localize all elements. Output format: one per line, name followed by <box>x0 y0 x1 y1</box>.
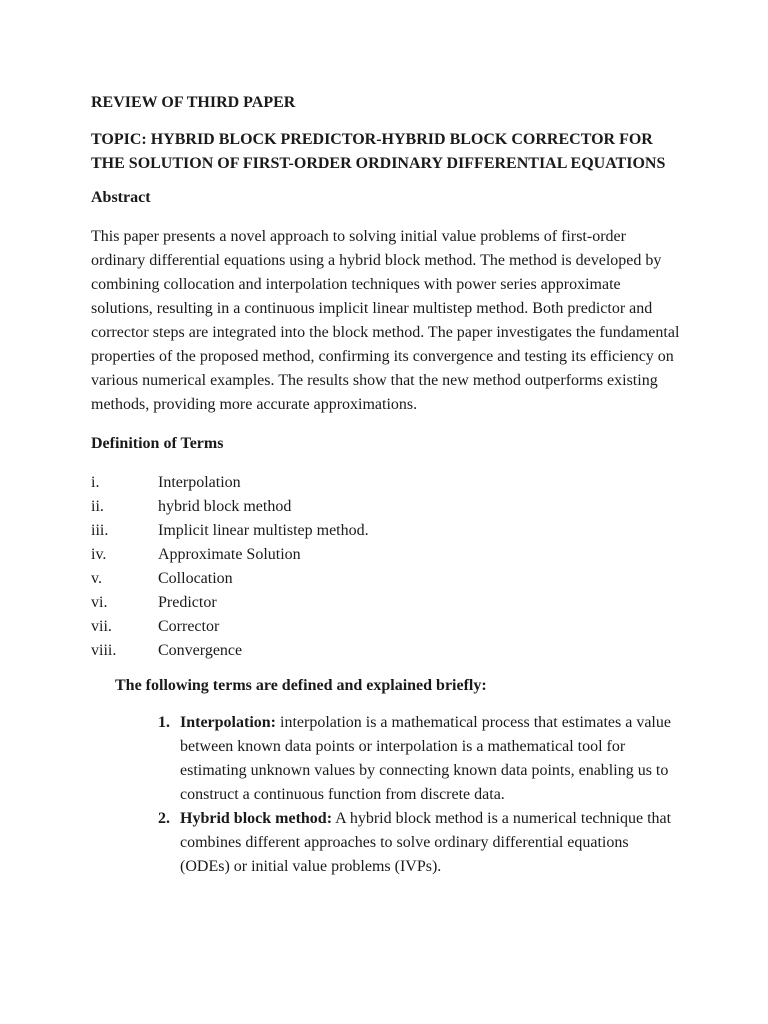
list-numeral: v. <box>91 570 102 587</box>
abstract-heading: Abstract <box>91 189 151 206</box>
term-label: Convergence <box>158 642 243 659</box>
definition-number: 1. <box>158 714 170 731</box>
definition-item <box>158 807 678 879</box>
list-numeral: iv. <box>91 546 107 563</box>
term-label: hybrid block method <box>158 498 292 515</box>
term-label: Corrector <box>158 618 220 635</box>
terms-list-item <box>91 591 691 615</box>
definition-text <box>180 711 678 807</box>
definition-body: interpolation is a mathematical process that estimates a value between known data points or interpolation is a mathematical tool for estimating unknown values by connecting known data points, enabling us to construct a continuous function from discrete data. <box>180 714 671 803</box>
abstract-body: This paper presents a novel approach to solving initial value problems of first-order ordinary differential equations using a hybrid block method. The method is developed by combining collocation and interpolation techniques with power series approximate solutions, resulting in a continuous implicit linear multistep method. Both predictor and corrector steps are integrated into the block method. The paper investigates the fundamental properties of the proposed method, confirming its convergence and testing its efficiency on various numerical examples. The results show that the new method outperforms existing methods, providing more accurate approximations. <box>91 228 680 413</box>
terms-list-item <box>91 519 691 543</box>
review-title: REVIEW OF THIRD PAPER <box>91 94 296 111</box>
list-numeral: vii. <box>91 618 112 635</box>
list-numeral: vi. <box>91 594 108 611</box>
definition-number: 2. <box>158 810 170 827</box>
definition-item <box>158 711 678 807</box>
term-label: Approximate Solution <box>158 546 301 563</box>
terms-list-item <box>91 567 691 591</box>
terms-list-item <box>91 615 691 639</box>
term-label: Predictor <box>158 594 217 611</box>
list-numeral: i. <box>91 474 100 491</box>
definition-of-terms-heading: Definition of Terms <box>91 435 224 452</box>
terms-list-item <box>91 639 691 663</box>
terms-list-item <box>91 543 691 567</box>
list-numeral: ii. <box>91 498 104 515</box>
definition-body: A hybrid block method is a numerical technique that combines different approaches to solve ordinary differential equations (ODEs) or initial value problems (IVPs). <box>180 810 672 875</box>
definition-text <box>180 807 678 879</box>
terms-list-item <box>91 471 691 495</box>
definition-term: Interpolation: <box>180 714 276 731</box>
term-label: Interpolation <box>158 474 241 491</box>
document-page <box>91 92 691 879</box>
topic-heading: TOPIC: HYBRID BLOCK PREDICTOR-HYBRID BLOCK CORRECTOR FOR THE SOLUTION OF FIRST-ORDER ORDINARY DIFFERENTIAL EQUATIONS <box>91 131 666 172</box>
term-label: Implicit linear multistep method. <box>158 522 369 539</box>
terms-list <box>91 471 691 663</box>
definition-term: Hybrid block method: <box>180 810 333 827</box>
list-numeral: viii. <box>91 642 117 659</box>
list-numeral: iii. <box>91 522 109 539</box>
definitions-list <box>91 711 678 879</box>
term-label: Collocation <box>158 570 233 587</box>
terms-list-item <box>91 495 691 519</box>
explanations-heading: The following terms are defined and explained briefly: <box>115 677 487 694</box>
